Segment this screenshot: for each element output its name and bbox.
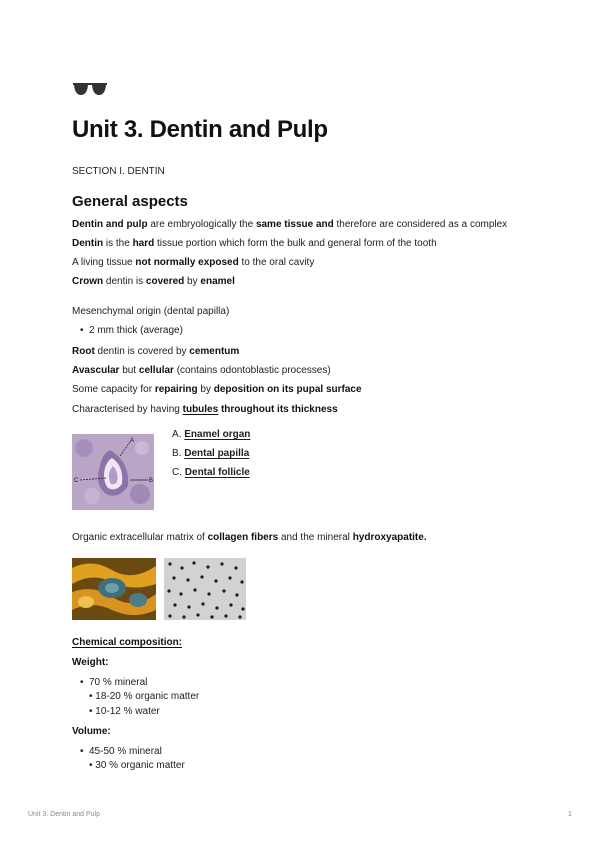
page-number: 1 (568, 811, 572, 818)
sem-collagen-image (72, 558, 156, 620)
text-line: Crown dentin is covered by enamel (72, 276, 235, 287)
footer-title: Unit 3. Dentin and Pulp (28, 811, 100, 818)
list-item: • 2 mm thick (average) (89, 324, 183, 337)
text-line: Some capacity for repairing by deposition on its pupal surface (72, 384, 362, 395)
section-label: SECTION I. DENTIN (72, 166, 165, 177)
micrograph-label-b: B (149, 478, 154, 484)
text-line: Mesenchymal origin (dental papilla) (72, 306, 230, 317)
sunglasses-icon (72, 82, 108, 98)
volume-title: Volume: (72, 726, 111, 737)
labeled-list (172, 428, 250, 485)
section-heading: General aspects (72, 193, 188, 210)
micrograph-label-c: C (74, 478, 79, 484)
tooth-germ-micrograph (72, 434, 154, 510)
list-item: B. Dental papilla (172, 448, 250, 459)
text-line: Dentin and pulp are embryologically the same tissue and therefore are considered as a complex (72, 219, 508, 230)
micrograph-label-a: A (130, 438, 135, 444)
weight-title: Weight: (72, 657, 109, 668)
text-line: Organic extracellular matrix of collagen fibers and the mineral hydroxyapatite. (72, 532, 427, 543)
list-item: • 18-20 % organic matter (89, 691, 200, 702)
chem-composition-title: Chemical composition: (72, 637, 183, 648)
list-item: A. Enamel organ (172, 429, 251, 440)
text-line: Root dentin is covered by cementum (72, 346, 240, 357)
text-line: Avascular but cellular (contains odontoblastic processes) (72, 365, 331, 376)
list-item: • 70 % mineral (89, 676, 147, 689)
list-item: • 30 % organic matter (89, 760, 185, 771)
list-item: • 45-50 % mineral (89, 745, 162, 758)
text-line: A living tissue not normally exposed to the oral cavity (72, 257, 315, 268)
dentinal-tubules-micrograph (164, 558, 246, 620)
page-title: Unit 3. Dentin and Pulp (72, 116, 328, 143)
list-item: C. Dental follicle (172, 467, 250, 478)
text-line: Dentin is the hard tissue portion which form the bulk and general form of the tooth (72, 238, 437, 249)
text-line: Characterised by having tubules throughout its thickness (72, 404, 338, 415)
list-item: • 10-12 % water (89, 706, 160, 717)
